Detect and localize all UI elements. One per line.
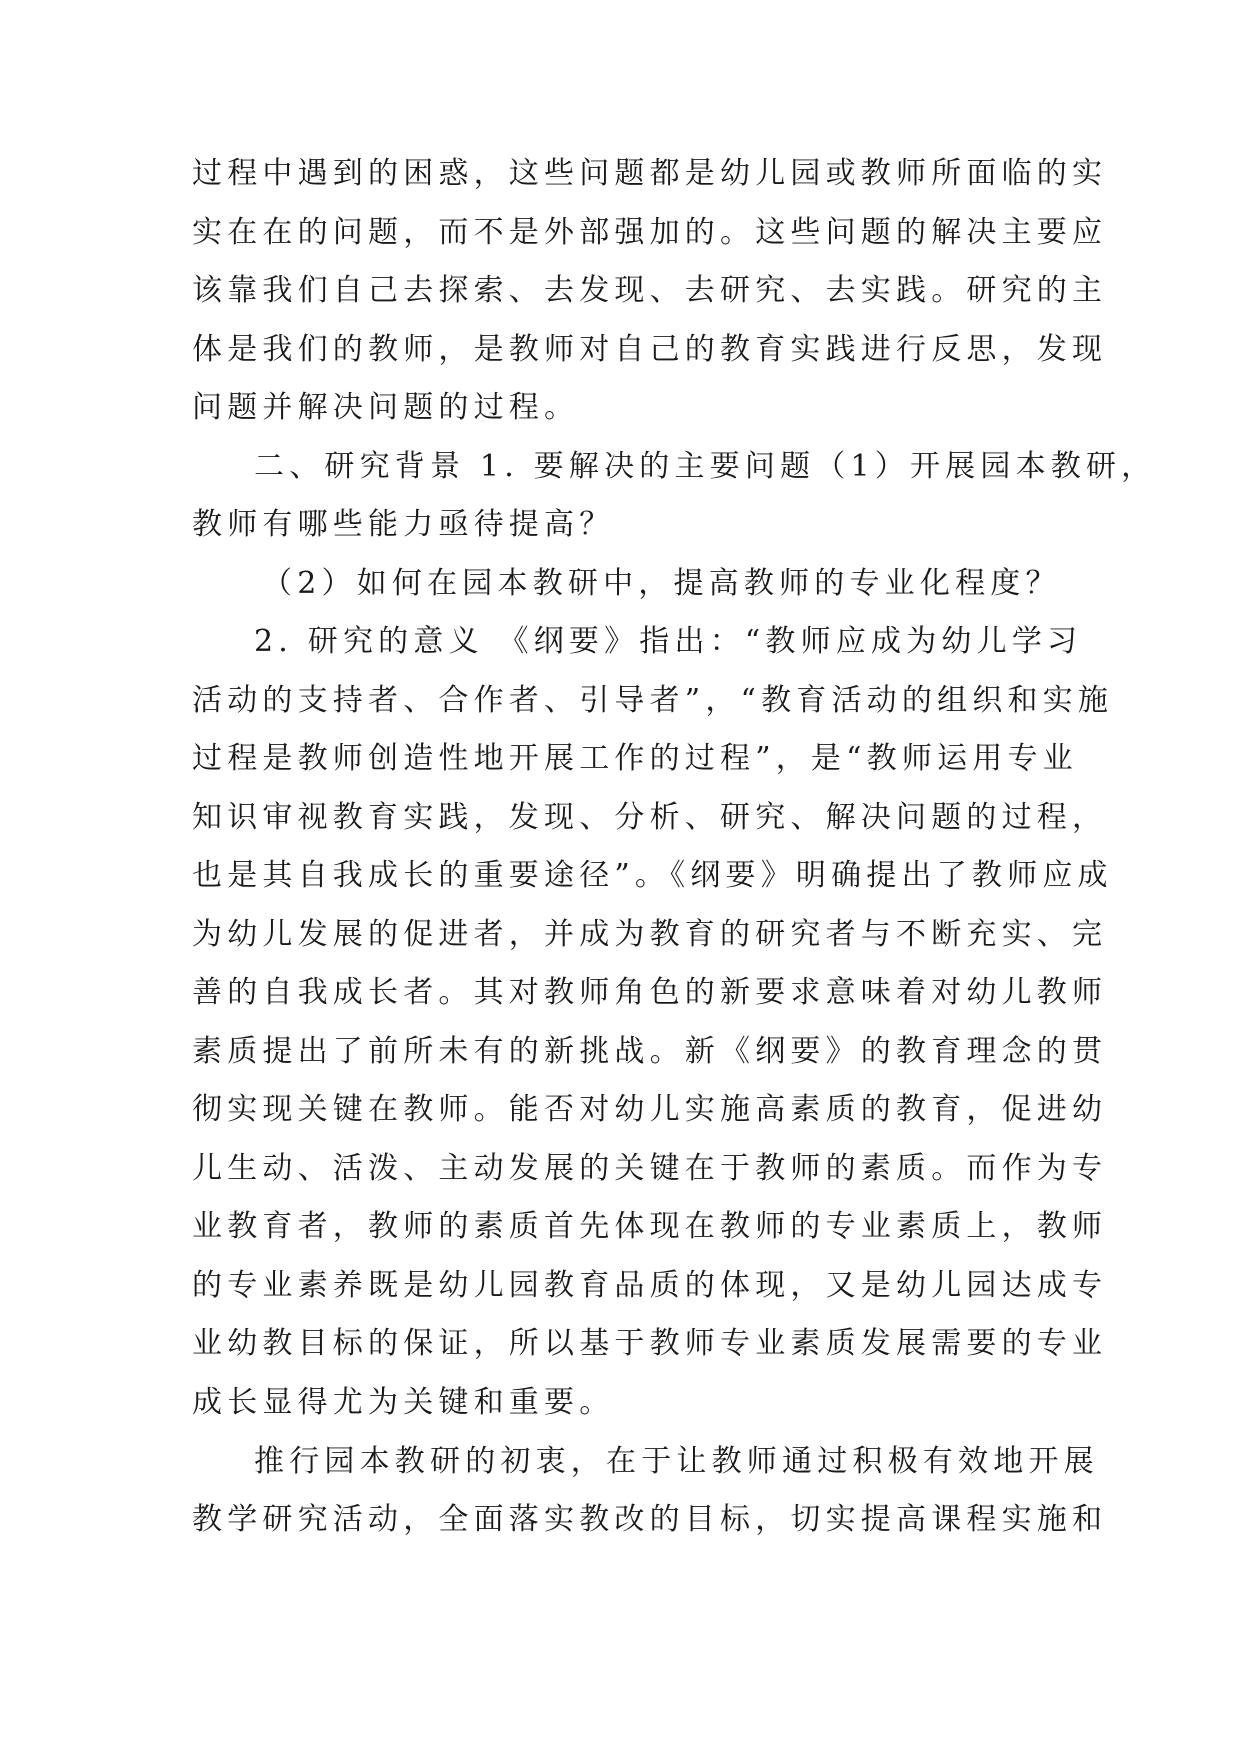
text-line: 活动的支持者、合作者、引导者”，“教育活动的组织和实施 xyxy=(192,683,1114,718)
subheading-line: 2. 研究的意义 《纲要》指出：“教师应成为幼儿学习 xyxy=(254,624,1083,659)
text-line: 问题并解决问题的过程。 xyxy=(192,390,580,425)
text-line: 实在在的问题，而不是外部强加的。这些问题的解决主要应 xyxy=(192,215,1108,250)
text-line: 体是我们的教师，是教师对自己的教育实践进行反思，发现 xyxy=(192,332,1108,367)
text-line: 彻实现关键在教师。能否对幼儿实施高素质的教育，促进幼 xyxy=(192,1092,1108,1127)
text-line: 该靠我们自己去探索、去发现、去研究、去实践。研究的主 xyxy=(192,273,1108,308)
text-line: 知识审视教育实践，发现、分析、研究、解决问题的过程， xyxy=(192,800,1108,835)
paragraph-start-line: 推行园本教研的初衷，在于让教师通过积极有效地开展 xyxy=(254,1444,1099,1479)
text-line: 素质提出了前所未有的新挑战。新《纲要》的教育理念的贯 xyxy=(192,1034,1108,1069)
question-line: （2）如何在园本教研中，提高教师的专业化程度？ xyxy=(262,566,1061,601)
text-line: 儿生动、活泼、主动发展的关键在于教师的素质。而作为专 xyxy=(192,1151,1108,1186)
text-line: 善的自我成长者。其对教师角色的新要求意味着对幼儿教师 xyxy=(192,975,1108,1010)
text-line: 过程是教师创造性地开展工作的过程”，是“教师运用专业 xyxy=(192,741,1078,776)
text-line: 为幼儿发展的促进者，并成为教育的研究者与不断充实、完 xyxy=(192,917,1108,952)
text-line: 过程中遇到的困惑，这些问题都是幼儿园或教师所面临的实 xyxy=(192,156,1108,191)
text-line: 教学研究活动，全面落实教改的目标，切实提高课程实施和 xyxy=(192,1502,1108,1537)
text-line: 教师有哪些能力亟待提高？ xyxy=(192,507,615,542)
text-line: 成长显得尤为关键和重要。 xyxy=(192,1385,615,1420)
text-line: 的专业素养既是幼儿园教育品质的体现，又是幼儿园达成专 xyxy=(192,1268,1108,1303)
text-line: 业教育者，教师的素质首先体现在教师的专业素质上，教师 xyxy=(192,1209,1108,1244)
text-line: 业幼教目标的保证，所以基于教师专业素质发展需要的专业 xyxy=(192,1326,1108,1361)
text-line: 也是其自我成长的重要途径”。《纲要》明确提出了教师应成 xyxy=(192,858,1113,893)
section-heading-line: 二、研究背景 1. 要解决的主要问题（1）开展园本教研， xyxy=(254,449,1157,484)
